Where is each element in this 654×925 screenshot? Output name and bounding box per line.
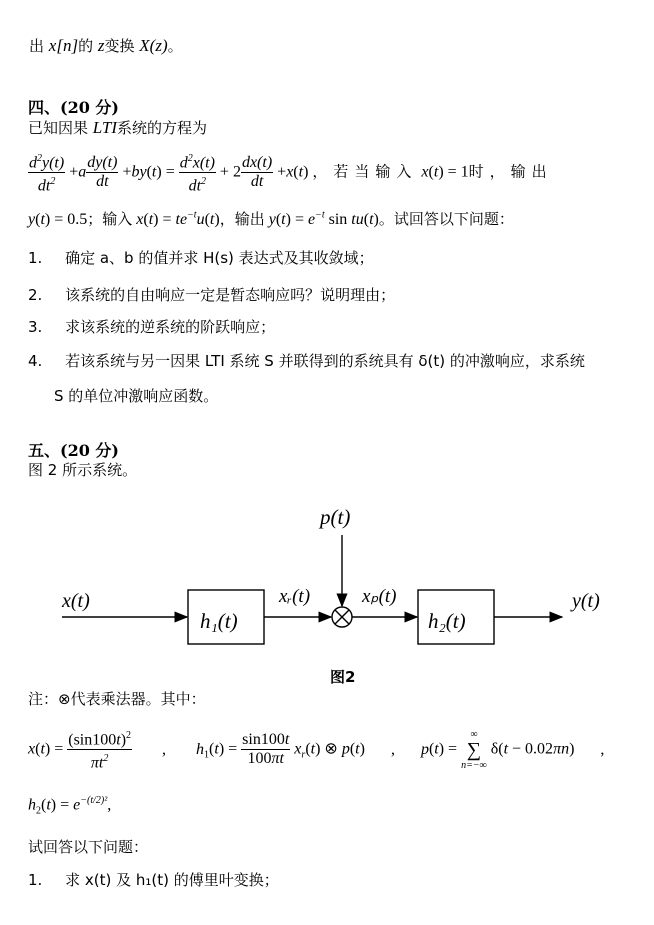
block-diagram (0, 490, 654, 690)
q1-num: 1. (28, 871, 43, 889)
ask-line: 试回答以下问题： (28, 838, 149, 856)
frac-d2y: $\frac{d^2y(t)}{dt^2}$ (28, 150, 65, 196)
intro-prefix: 已知因果 (28, 119, 89, 137)
item-3-text: 求该系统的逆系统的阶跃响应； (65, 318, 276, 336)
lti-symbol: LTI (92, 118, 118, 137)
item-3-num: 3. (28, 318, 43, 336)
item-4-text: 若该系统与另一因果 LTI 系统 S 并联得到的系统具有 δ(t) 的冲激响应，求系统 (65, 352, 585, 370)
line2-c: 。试回答以下问题： (378, 210, 514, 228)
xp-label: xₚ(t) (362, 586, 397, 607)
p-label: p(t) (320, 505, 351, 529)
block-h2-label: h₂(t) (428, 609, 466, 633)
h2-definition: $h_2(t) = e^{-(t/2)^2}$, (28, 795, 112, 817)
line2-a: ；输入 (87, 210, 133, 228)
frac-dy: $\frac{dy(t)}{dt}$ (87, 154, 118, 191)
q1-text: 求 x(t) 及 h₁(t) 的傅里叶变换； (65, 871, 279, 889)
Xz-symbol: X(z) (139, 36, 168, 55)
top-line-end: 。 (167, 37, 183, 55)
block-h1-label: h₁(t) (200, 609, 238, 633)
top-line (29, 36, 183, 56)
item-4-num: 4. (28, 352, 43, 370)
response-line: y(t) = 0.5；输入 $x(t) = te^{-t}u(t)$，输出 $y(t) = e^{-t}$ sin tu(t)。试回答以下问题： (28, 209, 514, 228)
xr-label: xᵣ(t) (279, 586, 311, 607)
input-label: x(t) (62, 590, 90, 612)
definitions-line: x(t) = $\frac{(\sin 100t)^2}{\pi t^2}$ , $h_1(t)$ = $\frac{\sin 100t}{100\pi t}$ $x_r(t)$ ⊗ p(t) , p(t) = ∞ ∑ n=−∞ δ(t − 0.02πn) , (28, 728, 605, 772)
item-1 (28, 248, 374, 268)
line2-b: ，输出 (219, 210, 265, 228)
item-2-num: 2. (28, 286, 43, 304)
z-symbol: z (97, 36, 105, 55)
top-line-prefix: 出 (29, 37, 45, 55)
item-4-cont: S 的单位冲激响应函数。 (54, 387, 219, 405)
top-line-suffix: 变换 (104, 37, 135, 55)
question-1 (28, 870, 279, 890)
section5-heading: 五、(20 分) (28, 441, 119, 460)
x-n-symbol: x[n] (48, 36, 79, 55)
intro-suffix: 系统的方程为 (117, 119, 208, 137)
note-text: ⊗代表乘法器。其中： (58, 690, 206, 708)
item-4 (28, 351, 585, 371)
output-label: y(t) (572, 590, 600, 612)
frac-d2x: $\frac{d^2x(t)}{dt^2}$ (179, 150, 216, 196)
section4-heading: 四、(20 分) (28, 98, 119, 117)
top-line-mid: 的 (78, 37, 94, 55)
eq-tail2: 时，输出 (468, 162, 553, 181)
item-2 (28, 285, 395, 305)
differential-equation: $\frac{d^2y(t)}{dt^2}$ +a $\frac{dy(t)}{dt}$ +by(t) = $\frac{d^2x(t)}{dt^2}$ + 2 $\frac{dx(t)}{dt}$ +x(t) ，若当输入 x(t) = 1时，输出 (28, 150, 553, 196)
eq-tail: ，若当输入 (312, 162, 418, 181)
note-prefix: 注： (28, 690, 59, 708)
frac-dx: $\frac{dx(t)}{dt}$ (241, 154, 273, 191)
note-line (28, 689, 206, 709)
item-1-text: 确定 a、b 的值并求 H(s) 表达式及其收敛域； (65, 249, 374, 267)
item-3 (28, 317, 275, 337)
frac-h1: $\frac{\sin 100t}{100\pi t}$ (242, 731, 290, 768)
frac-xt: $\frac{(\sin 100t)^2}{\pi t^2}$ (67, 727, 132, 773)
diagram-caption: 图2 (330, 668, 356, 686)
item-2-text: 该系统的自由响应一定是暂态响应吗？说明理由； (65, 286, 396, 304)
section5-intro: 图 2 所示系统。 (28, 461, 138, 479)
item-1-num: 1. (28, 249, 43, 267)
section4-intro (28, 118, 207, 138)
